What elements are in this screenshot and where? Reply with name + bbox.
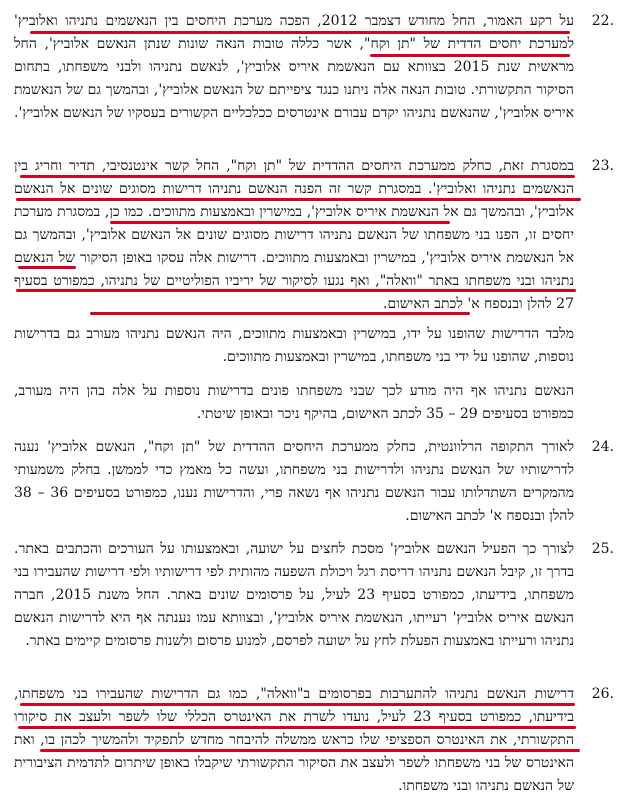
paragraph-number-22: 22.: [591, 13, 614, 29]
paragraph-26: [14, 683, 574, 798]
paragraph-number-26: 26.: [591, 686, 614, 702]
paragraph-22: [14, 10, 574, 125]
paragraph-25: [14, 538, 574, 653]
paragraph-23: [14, 155, 574, 316]
paragraph-number-25: 25.: [591, 541, 614, 557]
paragraph-23-continuation-2-text: הנאשם נתניהו אף היה מודע לכך שבני משפחתו פונים בדרישות נוספות על אלה בהן היה מעורב, כמפורט בסעיפים 29 – 35 לכתב האישום, בהיקף ניכר ובאופן שיטתי.: [14, 383, 574, 422]
paragraph-number-23: 23.: [591, 158, 614, 174]
paragraph-23-continuation-2: [14, 380, 574, 426]
paragraph-25-text: לצורך כך הפעיל הנאשם אלוביץ' מסכת לחצים על ישועה, ובאמצעותו על העורכים והכתבים באתר. בדרך זו, קיבל הנאשם נתניהו דריסת רגל ויכולת השפעה מהותית לפי דרישותיו ולפי דרישות שהעבירו בני משפחתו, בידיעתו, כמפורט בסעיף 23 לעיל, על פרסומים שונים באתר. החל משנת 2015, חברה הנאשם איריס אלוביץ' רעייתו, הנאשמת איריס אלוביץ', ובצוותא עמו נענתה אף היא לדרישות הנאשם נתניהו ורעייתו באמצעות הפעלת לחץ על ישועה לפרסם, למנוע פרסום ולשנות פרסומים קיימים באתר.: [14, 541, 574, 649]
paragraph-24-text: לאורך התקופה הרלוונטית, כחלק ממערכת היחסים ההדדית של "תן וקח", הנאשם אלוביץ' נענה לדרישותיו של הנאשם נתניהו ולדרישות בני משפחתו, ועשה כל מאמץ כדי לממשן. בחלק משמעותי מהמקרים השתדלותו עבור הנאשם נתניהו אף נשאה פרי, והדרישות נענו, כמפורט בסעיפים 36 – 38 להלן ובנספח א' לכתב האישום.: [14, 439, 574, 524]
paragraph-26-text: דרישות הנאשם נתניהו להתערבות בפרסומים ב"וואלה", כמו גם הדרישות שהעבירו בני משפחתו, בידיעתו, כמפורט בסעיף 23 לעיל, נועדו לשרת את האינטרס הכללי שלו לשפר ולעצב את סיקורו התקשורתי, את האינטרס הספציפי שלו כראש ממשלה להיבחר מחדש לתפקיד ולהמשיך לכהן בו, ואת האינטרס של בני משפחתו לשפר ולעצב את הסיקור התקשורתי שיקבלו באופן שיתרום לתדמית הציבורית של הנאשם נתניהו ובני משפחתו.: [14, 686, 574, 794]
paragraph-23-continuation-1-text: מלבד הדרישות שהופנו על ידו, במישרין ובאמצעות מתווכים, היה הנאשם נתניהו מעורב גם בדרישות נוספות, שהופנו על ידי בני משפחתו, במישרין ובאמצעות מתווכים.: [14, 326, 574, 365]
paragraph-22-text: על רקע האמור, החל מחודש דצמבר 2012, הפכה מערכת היחסים בין הנאשמים נתניהו ואלוביץ' למערכת יחסים הדדית של "תן וקח", אשר כללה טובות הנאה שונות שנתן הנאשם אלוביץ', החל מראשית שנת 2015 בצוותא עם הנאשמת איריס אלוביץ', לנאשם נתניהו ולבני משפחתו, בתחום הסיקור התקשורתי. טובות הנאה אלה ניתנו כנגד ציפייתם של הנאשם אלוביץ', ובהמשך גם של הנאשמת איריס אלוביץ', שהנאשם נתניהו יקדם עבורם אינטרסים ככלכליים הקשורים בעסקיו של הנאשם אלוביץ'.: [14, 13, 574, 121]
paragraph-number-24: 24.: [591, 439, 614, 455]
paragraph-23-continuation-1: [14, 323, 574, 369]
paragraph-24: [14, 436, 574, 528]
paragraph-23-text: במסגרת זאת, כחלק ממערכת היחסים ההדדית של "תן וקח", החל קשר אינטנסיבי, תדיר וחריג בין הנאשמים נתניהו ואלוביץ'. במסגרת קשר זה הפנה הנאשם נתניהו דרישות מסוגים שונים אל הנאשם אלוביץ', ובהמשך גם אל הנאשמת איריס אלוביץ', במישרין ובאמצעות מתווכים. כמו כן, במסגרת מערכת יחסים זו, הפנו בני משפחתו של הנאשם נתניהו דרישות מסוגים שונים אל הנאשם אלוביץ', ובהמשך גם אל הנאשמת איריס אלוביץ', במישרין ובאמצעות מתווכים. דרישות אלה עסקו באופן הסיקור של הנאשם נתניהו ובני משפחתו באתר "וואלה", ואף נגעו לסיקור של יריביו הפוליטיים של נתניהו, כמפורט בסעיף 27 להלן ובנספח א' לכתב האישום.: [14, 158, 574, 312]
